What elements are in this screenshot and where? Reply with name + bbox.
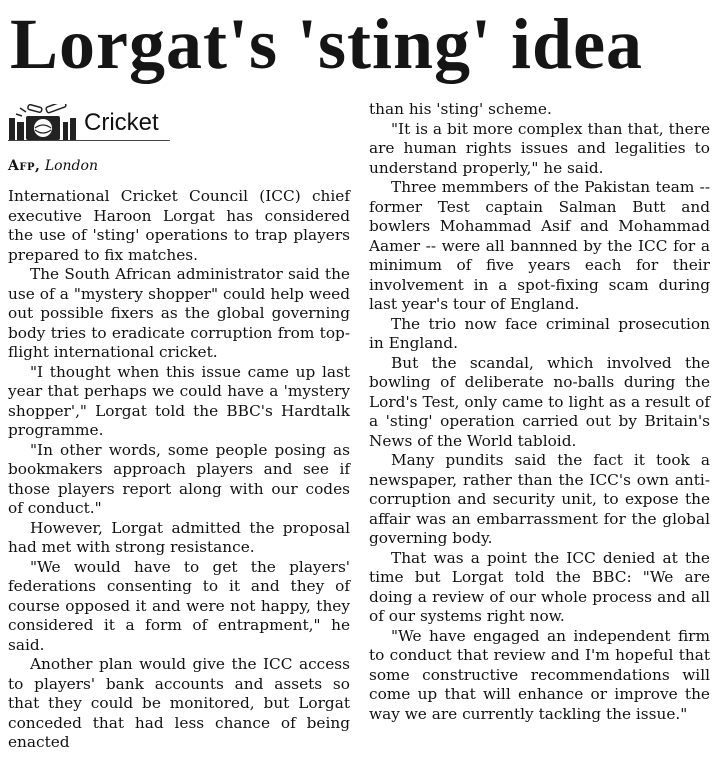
- paragraph: International Cricket Council (ICC) chief executive Haroon Lorgat has considered the use of 'sting' operations to trap players prepared to fix matches.: [8, 187, 350, 264]
- section-label: Cricket: [84, 109, 159, 136]
- byline: [8, 157, 350, 175]
- byline-agency: Afp,: [8, 158, 41, 174]
- right-column: [369, 100, 710, 724]
- paragraph: The South African administrator said the use of a "mystery shopper" could help weed out possible fixers as the global governing body tries to eradicate corruption from top-flight international cricket.: [8, 265, 350, 361]
- paragraph: However, Lorgat admitted the proposal had met with strong resistance.: [8, 518, 350, 556]
- paragraph: "We would have to get the players' federations consenting to it and they of course opposed it and were not happy, they considered it a form of entrapment," he said.: [8, 557, 350, 654]
- byline-place: London: [44, 158, 98, 174]
- paragraph: That was a point the ICC denied at the time but Lorgat told the BBC: "We are doing a review of our whole process and all of our systems right now.: [369, 548, 710, 625]
- paragraph: "In other words, some people posing as bookmakers approach players and see if those players report along with our codes of conduct.": [8, 440, 350, 517]
- cricket-bat-ball-stumps-icon: [8, 104, 80, 140]
- paragraph-continuation: than his 'sting' scheme.: [369, 100, 552, 118]
- headline: Lorgat's 'sting' idea: [10, 4, 644, 84]
- paragraph: "It is a bit more complex than that, there are human rights issues and legalities to understand properly," he said.: [369, 119, 710, 177]
- paragraph: "We have engaged an independent firm to conduct that review and I'm hopeful that some constructive recommendations will come up that will enhance or improve the way we are currently tackling the issue.": [369, 626, 710, 723]
- paragraph: "I thought when this issue came up last year that perhaps we could have a 'mystery shopper'," Lorgat told the BBC's Hardtalk programme.: [8, 362, 350, 439]
- paragraph: Another plan would give the ICC access to players' bank accounts and assets so that they could be monitored, but Lorgat conceded that had less chance of being enacted: [8, 655, 350, 751]
- paragraph: But the scandal, which involved the bowling of deliberate no-balls during the Lord's Test, only came to light as a result of a 'sting' operation carried out by Britain's News of the World tabloid.: [369, 353, 710, 450]
- paragraph: Many pundits said the fact it took a newspaper, rather than the ICC's own anti-corruption and security unit, to expose the affair was an embarrassment for the global governing body.: [369, 451, 710, 547]
- paragraph: Three memmbers of the Pakistan team -- former Test captain Salman Butt and bowlers Mohammad Asif and Mohammad Aamer -- were all bannned by the ICC for a minimum of five years each for their involvement in a spot-fixing scam during last year's tour of England.: [369, 178, 710, 313]
- section-header: [8, 100, 170, 141]
- paragraph: The trio now face criminal prosecution in England.: [369, 314, 710, 352]
- left-column: [8, 98, 350, 753]
